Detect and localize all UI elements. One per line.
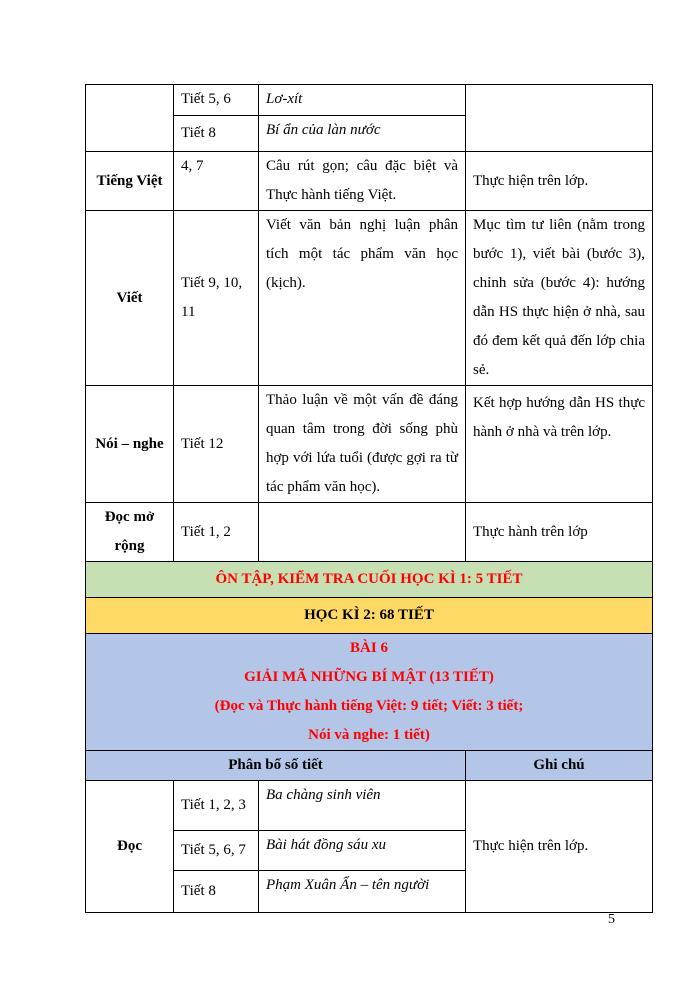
content-cell: Thảo luận về một vấn đề đáng quan tâm trong đời sống phù hợp với lứa tuổi (được gợi ra từ tác phẩm văn học).	[259, 386, 466, 503]
period-cell: Tiết 5, 6	[174, 85, 259, 116]
table-row	[86, 503, 653, 562]
table-header-row	[86, 751, 653, 781]
curriculum-table	[85, 84, 653, 913]
category-cell: Đọc mở rộng	[86, 503, 174, 562]
category-cell: Tiếng Việt	[86, 152, 174, 211]
content-cell: Viết văn bản nghị luận phân tích một tác phẩm văn học (kịch).	[259, 211, 466, 386]
review-banner-row	[86, 562, 653, 598]
table-row	[86, 152, 653, 211]
note-cell: Kết hợp hướng dẫn HS thực hành ở nhà và trên lớp.	[466, 386, 653, 503]
period-cell: 4, 7	[174, 152, 259, 211]
note-cell: Mục tìm tư liên (nằm trong bước 1), viết bài (bước 3), chỉnh sửa (bước 4): hướng dẫn HS thực hiện ở nhà, sau đó đem kết quả đến lớp chia sẻ.	[466, 211, 653, 386]
content-cell	[259, 503, 466, 562]
allocation-header: Phân bố số tiết	[86, 751, 466, 781]
empty-category-cell	[86, 85, 174, 152]
note-cell: Thực hiện trên lớp.	[466, 781, 653, 913]
period-cell: Tiết 8	[174, 116, 259, 152]
table-row	[86, 781, 653, 831]
table-row	[86, 211, 653, 386]
table-row	[86, 386, 653, 503]
empty-note-cell	[466, 85, 653, 152]
period-cell: Tiết 1, 2	[174, 503, 259, 562]
content-cell: Phạm Xuân Ẩn – tên người	[259, 871, 466, 913]
category-cell: Đọc	[86, 781, 174, 913]
period-cell: Tiết 8	[174, 871, 259, 913]
lesson-number: BÀI 6	[350, 640, 388, 656]
lesson-detail-line-1: (Đọc và Thực hành tiếng Việt: 9 tiết; Viết: 3 tiết;	[214, 698, 524, 714]
content-cell: Lơ-xít	[259, 85, 466, 116]
lesson-banner-row	[86, 634, 653, 751]
content-cell: Bí ẩn của làn nước	[259, 116, 466, 152]
period-cell: Tiết 1, 2, 3	[174, 781, 259, 831]
note-cell: Thực hành trên lớp	[466, 503, 653, 562]
table-row	[86, 85, 653, 116]
semester-banner: HỌC KÌ 2: 68 TIẾT	[86, 598, 653, 634]
lesson-title: GIẢI MÃ NHỮNG BÍ MẬT (13 TIẾT)	[244, 669, 494, 685]
content-cell: Câu rút gọn; câu đặc biệt và Thực hành tiếng Việt.	[259, 152, 466, 211]
content-cell: Bài hát đồng sáu xu	[259, 831, 466, 871]
category-cell: Nói – nghe	[86, 386, 174, 503]
semester-banner-row	[86, 598, 653, 634]
review-banner: ÔN TẬP, KIỂM TRA CUỐI HỌC KÌ 1: 5 TIẾT	[86, 562, 653, 598]
lesson-banner	[86, 634, 653, 751]
note-cell: Thực hiện trên lớp.	[466, 152, 653, 211]
category-cell: Viết	[86, 211, 174, 386]
lesson-detail-line-2: Nói và nghe: 1 tiết)	[308, 727, 430, 743]
page-number: 5	[608, 912, 615, 927]
content-cell: Ba chàng sinh viên	[259, 781, 466, 831]
period-cell: Tiết 12	[174, 386, 259, 503]
period-cell: Tiết 9, 10, 11	[174, 211, 259, 386]
note-header: Ghi chú	[466, 751, 653, 781]
period-cell: Tiết 5, 6, 7	[174, 831, 259, 871]
